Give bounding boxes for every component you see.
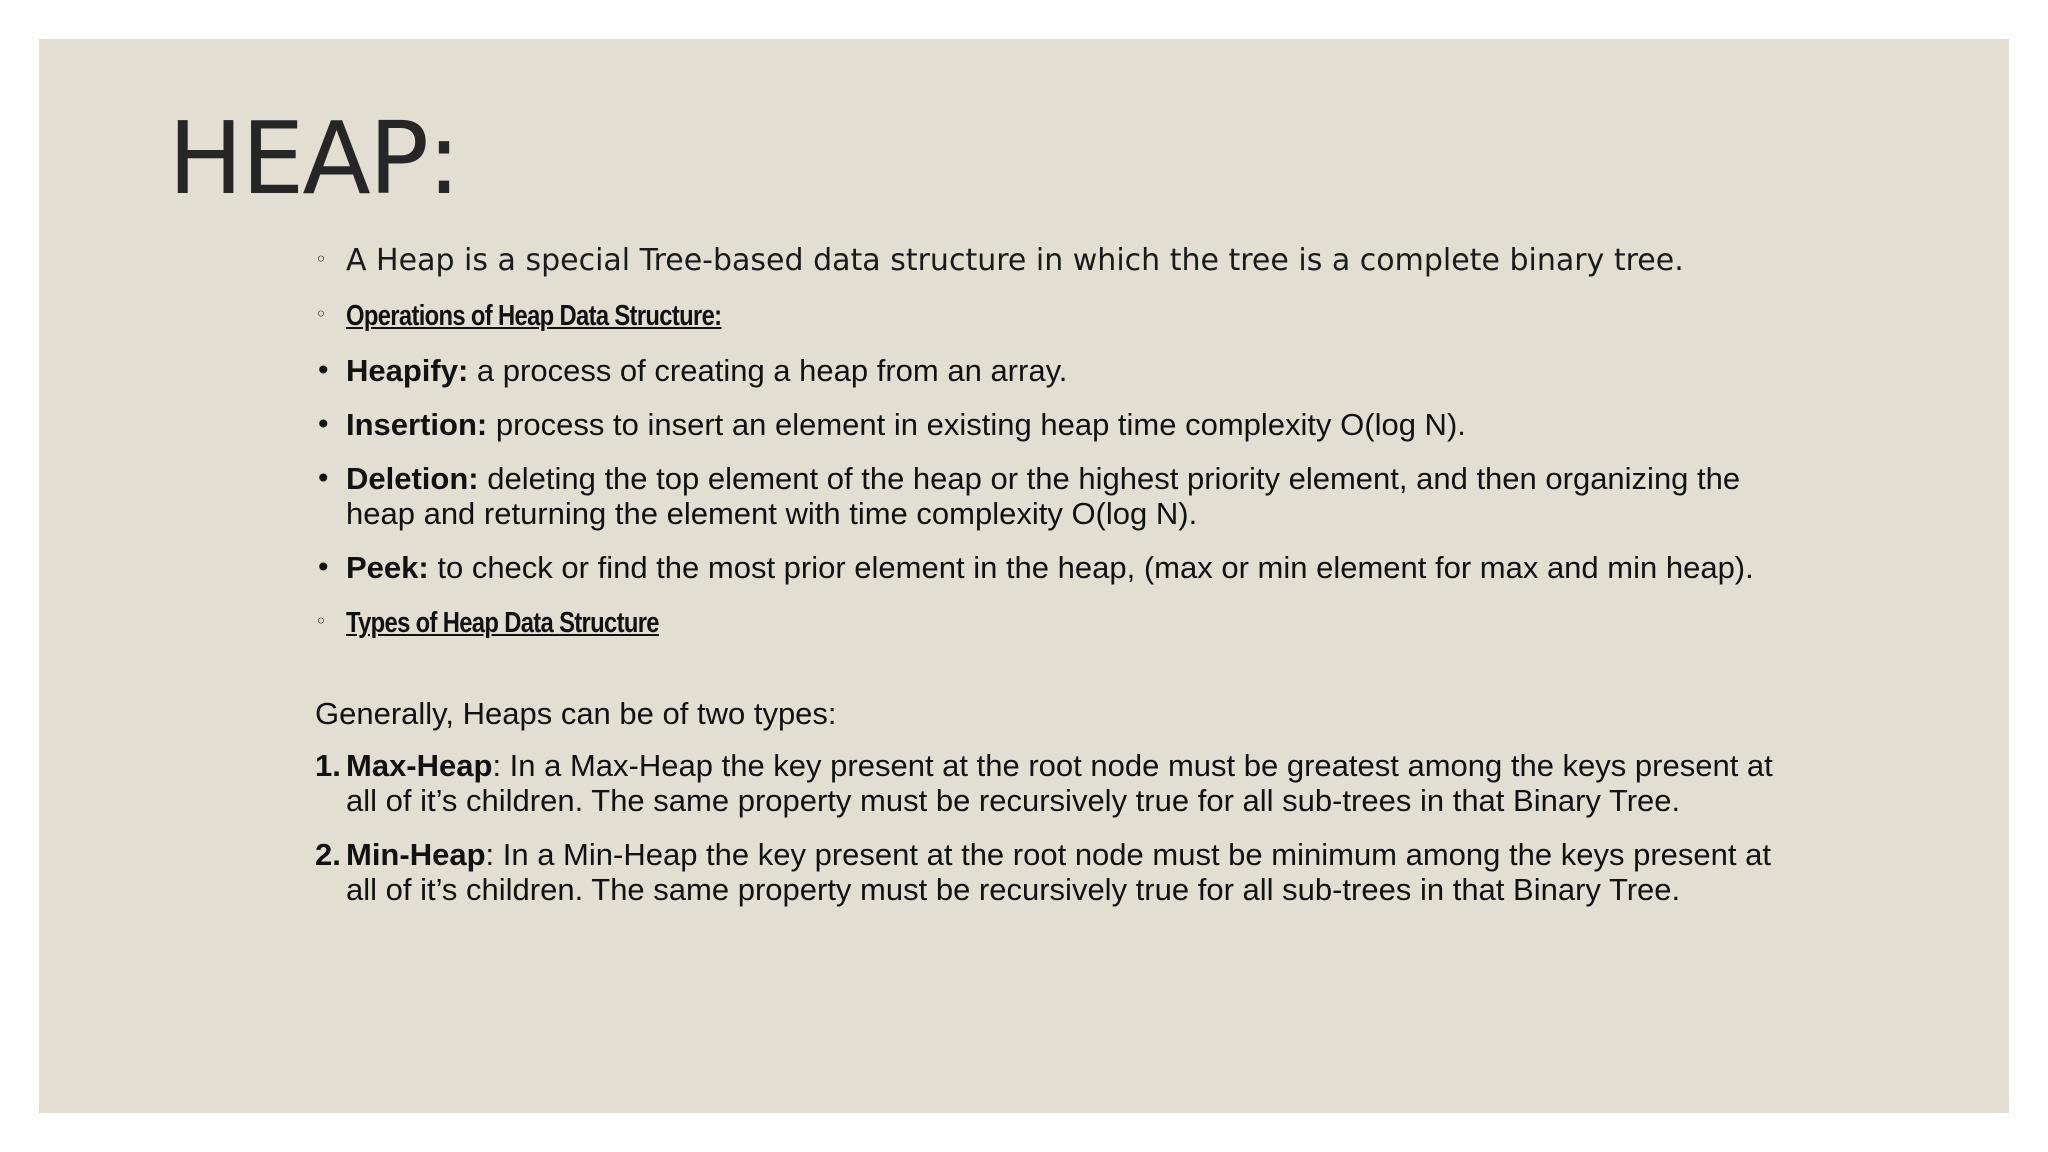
operation-term: Heapify: [346,353,469,388]
operations-heading: Operations of Heap Data Structure: [346,300,722,332]
operation-text: to check or find the most prior element in the heap, (max or min element for max and min heap). [428,550,1754,585]
operation-text: process to insert an element in existing heap time complexity O(log N). [487,407,1466,442]
operation-item-peek [315,550,1795,585]
bullet-icon: • [315,408,332,441]
operation-item-deletion [315,461,1795,531]
type-term: Max-Heap [346,748,493,783]
hollow-bullet-icon: ◦ [315,609,327,633]
type-term: Min-Heap [346,837,486,872]
type-item-max-heap [315,748,1795,818]
types-heading-item [315,604,1795,641]
slide-content [315,242,1795,926]
intro-text: A Heap is a special Tree-based data structure in which the tree is a complete binary tree. [346,243,1684,278]
bullet-icon: • [315,354,332,387]
types-intro: Generally, Heaps can be of two types: [315,696,837,731]
intro-item [315,242,1795,278]
operation-item-heapify [315,353,1795,388]
list-number: 2. [315,837,341,872]
type-text: : In a Max-Heap the key present at the root node must be greatest among the keys present at all of it’s children. The same property must be recursively true for all sub-trees in that Binary Tree. [346,748,1773,818]
spacer [315,660,1795,696]
types-heading: Types of Heap Data Structure [346,607,659,639]
bullet-icon: • [315,551,332,584]
type-text: : In a Min-Heap the key present at the root node must be minimum among the keys present at all of it’s children. The same property must be recursively true for all sub-trees in that Binary Tree. [346,837,1771,907]
slide [39,39,2009,1113]
operations-heading-item [315,297,1795,334]
bullet-icon: • [315,462,332,495]
operation-term: Deletion: [346,461,479,496]
type-item-min-heap [315,837,1795,907]
operation-item-insertion [315,407,1795,442]
operation-term: Insertion: [346,407,488,442]
operation-text: deleting the top element of the heap or the highest priority element, and then organizing the heap and returning the element with time complexity O(log N). [346,461,1741,531]
hollow-bullet-icon: ◦ [315,302,327,326]
operation-text: a process of creating a heap from an array. [468,353,1068,388]
list-number: 1. [315,748,341,783]
hollow-bullet-icon: ◦ [315,247,327,271]
operation-term: Peek: [346,550,429,585]
slide-title: HEAP: [168,100,459,217]
